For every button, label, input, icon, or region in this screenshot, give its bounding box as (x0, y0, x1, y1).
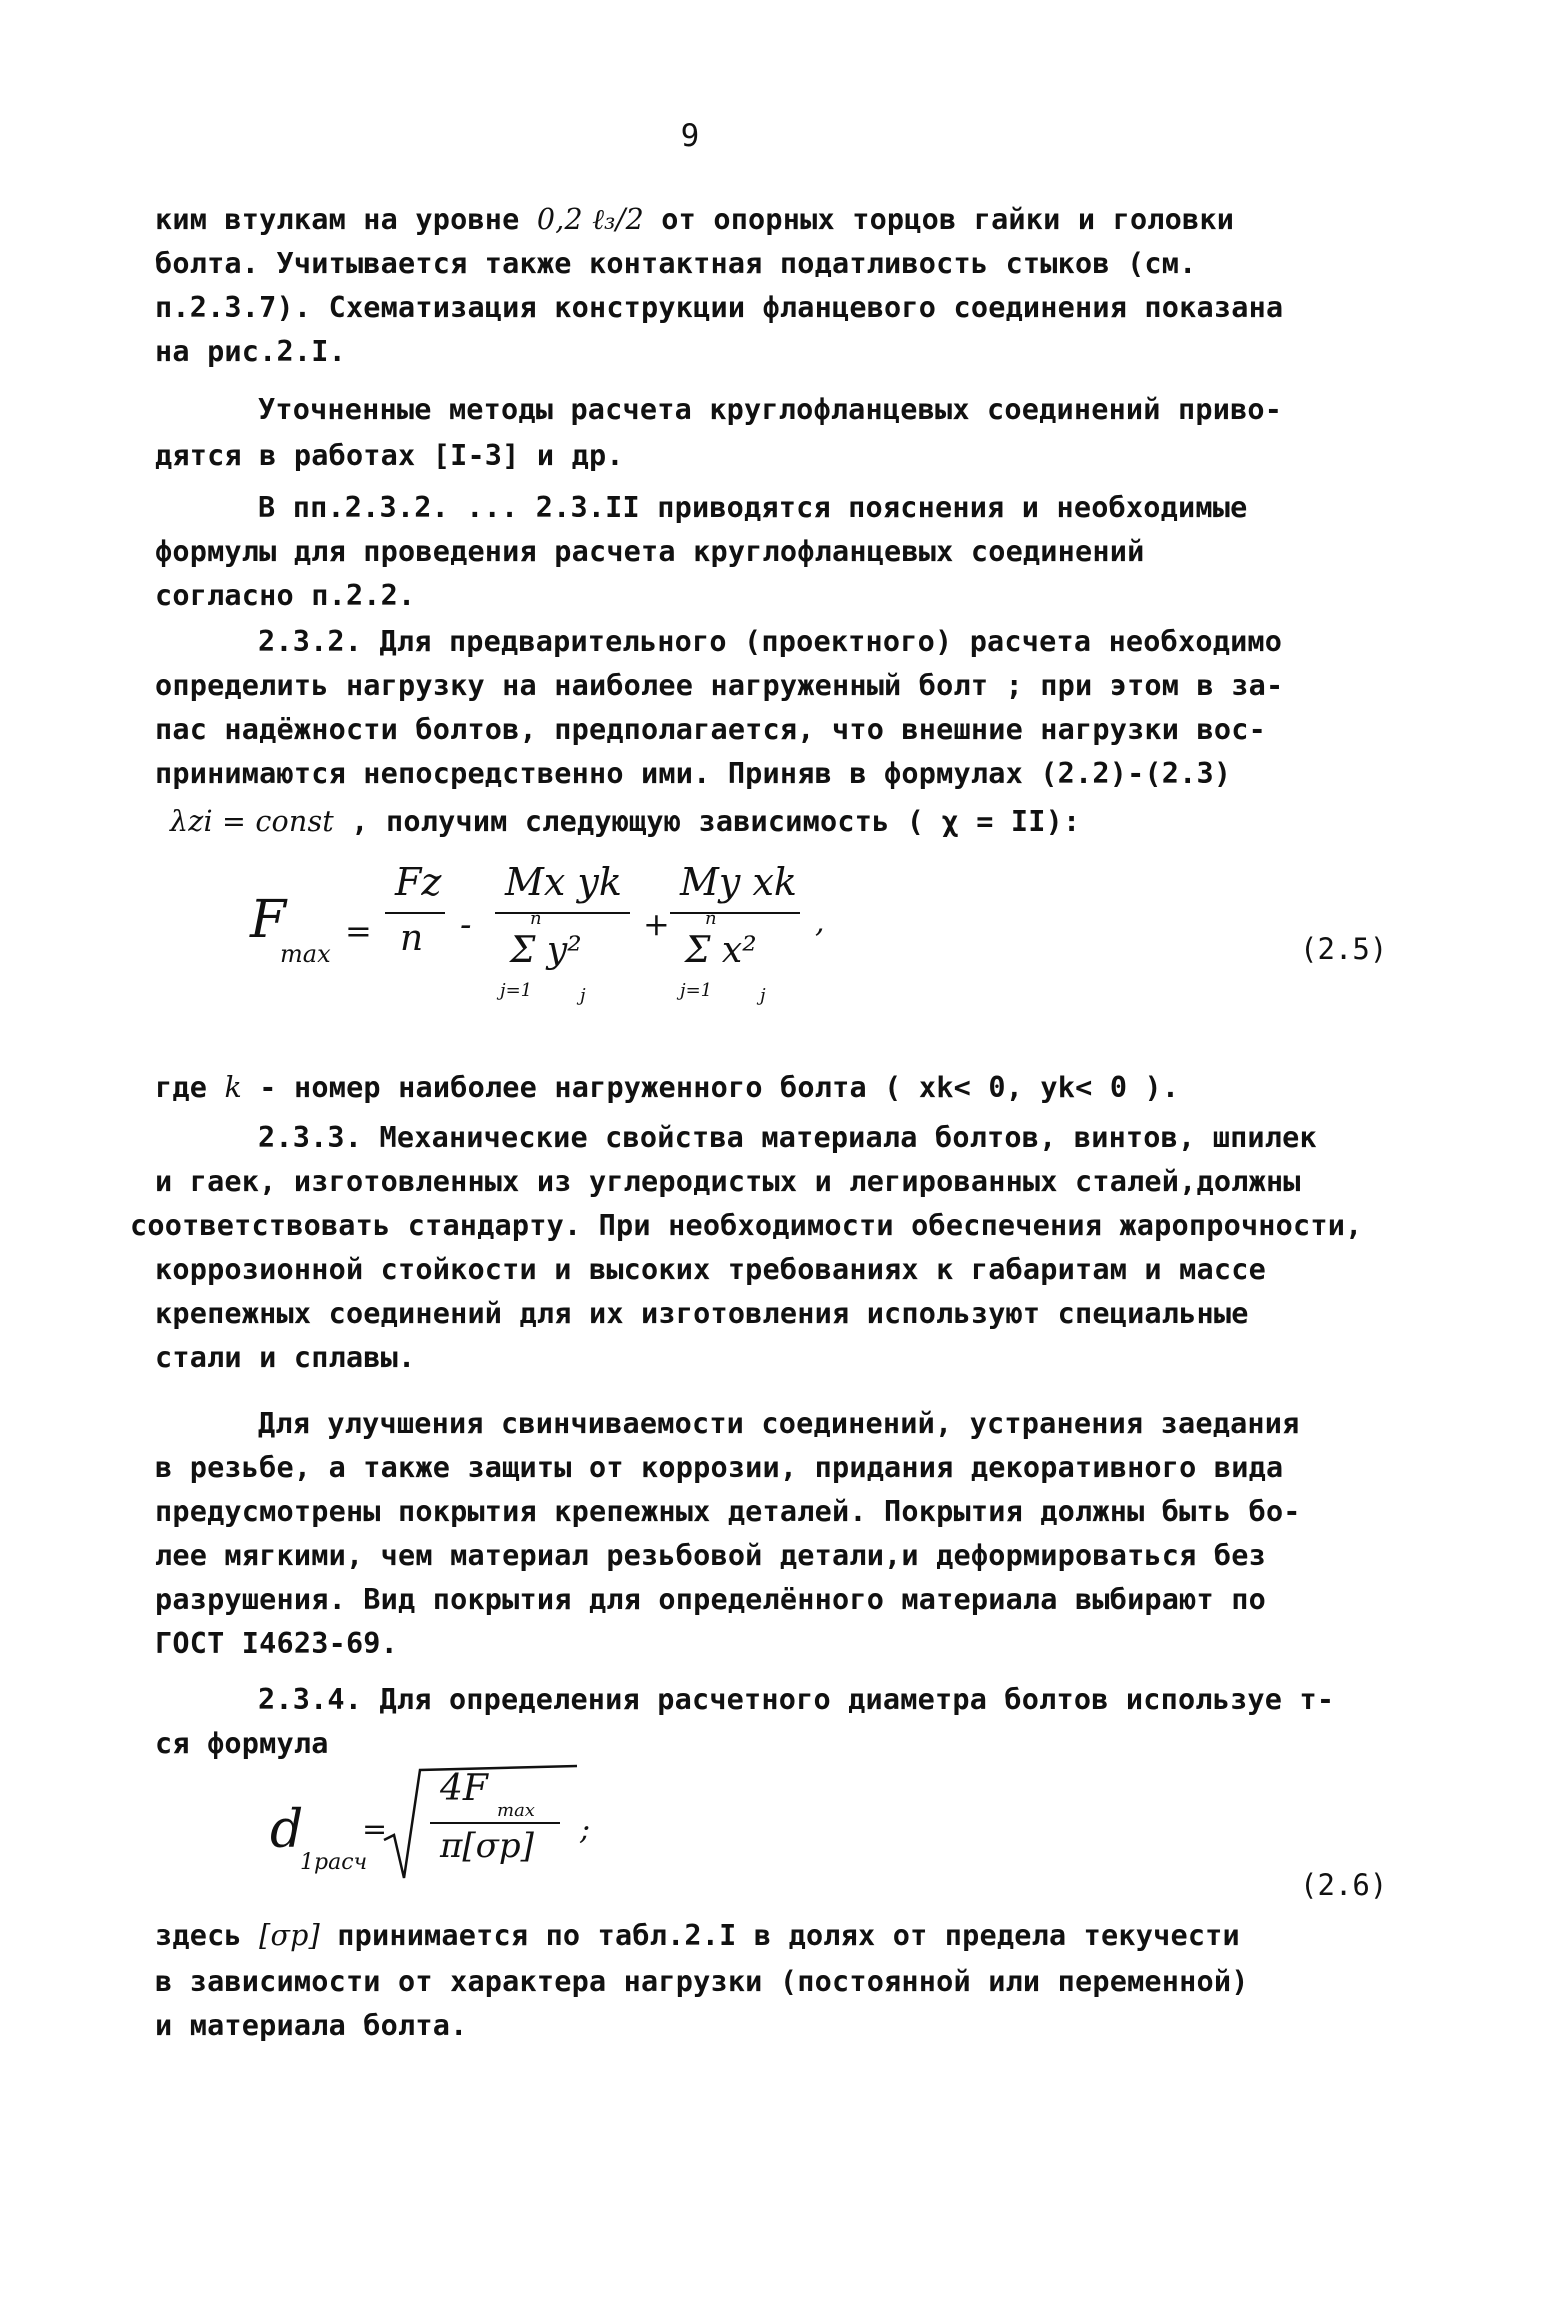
text-line: разрушения. Вид покрытия для определённого материала выбирают по (155, 1583, 1266, 1616)
text-line: дятся в работах [I-3] и др. (155, 439, 624, 472)
text-line: ким втулкам на уровне 0,2 ℓ₃/2 от опорных торцов гайки и головки (155, 203, 1235, 236)
fraction-bar (670, 912, 800, 914)
text-line: на рис.2.I. (155, 335, 346, 368)
text-line: где k - номер наиболее нагруженного болта ( xk< 0, yk< 0 ). (155, 1071, 1180, 1104)
page-number: 9 (680, 118, 700, 154)
text-line: 2.3.2. Для предварительного (проектного) расчета необходимо (258, 625, 1283, 658)
text-line: здесь [σp] принимается по табл.2.I в долях от предела текучести (155, 1919, 1240, 1952)
text-line: В пп.2.3.2. ... 2.3.II приводятся пояснения и необходимые (258, 491, 1248, 524)
text-line: 2.3.3. Механические свойства материала болтов, винтов, шпилек (258, 1121, 1317, 1154)
text-line: коррозионной стойкости и высоких требованиях к габаритам и массе (155, 1253, 1266, 1286)
text-line: Для улучшения свинчиваемости соединений, устранения заедания (258, 1407, 1300, 1440)
text-line: лее мягкими, чем материал резьбовой детали,и деформироваться без (155, 1539, 1266, 1572)
eq-t3-num: My xk (680, 860, 797, 904)
document-page: 9 ким втулкам на уровне 0,2 ℓ₃/2 от опорных торцов гайки и головки болта. Учитывается также контактная податливость стыков (см. п.2.3.7). Схематизация конструкции фланцевого соединения показана на рис.2.I. Уточненные методы расчета круглофланцевых соединений приво- дятся в работах [I-3] и др. В пп.2.3.2. ... 2.3.II приводятся пояснения и необходимые формулы для проведения расчета круглофланцевых соединений согласно п.2.2. 2.3.2. Для предварительного (проектного) расчета необходимо определить нагрузку на наиболее нагруженный болт ; при этом в за- пас надёжности болтов, предполагается, что внешние нагрузки вос- принимаются непосредственно ими. Приняв в формулах (2.2)-(2.3) λzi = const , получим следующую зависимость ( χ = II): F max = Fz n - Mx yk n Σ y² j=1 j + My xk n Σ x² j=1 j , (2.5) где k - номер наиболее нагруженного болта ( xk< 0, yk< 0 ). 2.3.3. Механические свойства материала болтов, винтов, шпилек и гаек, изготовленных из углеродистых и легированных сталей,должны соответствовать стандарту. При необходимости обеспечения жаропрочности, коррозионной стойкости и высоких требованиях к габаритам и массе крепежных соединений для их изготовления используют специальные стали и сплавы. Для улучшения свинчиваемости соединений, устранения заедания в резьбе, а также защиты от коррозии, придания декоративного вида предусмотрены покрытия крепежных деталей. Покрытия должны быть бо- лее мягкими, чем материал резьбовой детали,и деформироваться без разрушения. Вид покрытия для определённого материала выбирают по ГОСТ I4623-69. 2.3.4. Для определения расчетного диаметра болтов используе т- ся формула d 1расч = 4F max π[σp] ; (2.6) здесь [σp] принимается по табл.2.I в долях от предела текучести в зависимости от характера нагрузки (постоянной или переменной) и материала болта. (0, 0, 1543, 2315)
fraction-bar (385, 912, 445, 914)
text-line: в зависимости от характера нагрузки (постоянной или переменной) (155, 1965, 1249, 1998)
fraction-bar (430, 1822, 560, 1824)
eq-lhs-sub: max (280, 940, 331, 968)
text-line: определить нагрузку на наиболее нагруженный болт ; при этом в за- (155, 669, 1284, 702)
eq-num: 4F (440, 1768, 488, 1809)
text-line: в резьбе, а также защиты от коррозии, придания декоративного вида (155, 1451, 1284, 1484)
eq-t1-den: n (400, 918, 424, 959)
text-line: 2.3.4. Для определения расчетного диаметра болтов используе т- (258, 1683, 1335, 1716)
text-line: λzi = const , получим следующую зависимость ( χ = II): (170, 805, 1081, 838)
text-line: крепежных соединений для их изготовления используют специальные (155, 1297, 1249, 1330)
eq-t2-den: Σ y² (510, 930, 582, 971)
text-line: соответствовать стандарту. При необходимости обеспечения жаропрочности, (130, 1209, 1363, 1242)
eq-lhs: F (250, 890, 287, 950)
eq-lhs: d (270, 1800, 304, 1860)
eq-t1-num: Fz (395, 860, 442, 904)
text-line: п.2.3.7). Схематизация конструкции фланцевого соединения показана (155, 291, 1284, 324)
eq-den: π[σp] (440, 1826, 534, 1866)
eq-t2-num: Mx yk (505, 860, 622, 904)
text-line: стали и сплавы. (155, 1341, 416, 1374)
text-line: и материала болта. (155, 2009, 468, 2042)
text-line: предусмотрены покрытия крепежных деталей. Покрытия должны быть бо- (155, 1495, 1301, 1528)
equation-number: (2.6) (1300, 1868, 1388, 1902)
text-line: пас надёжности болтов, предполагается, что внешние нагрузки вос- (155, 713, 1266, 746)
text-line: болта. Учитывается также контактная податливость стыков (см. (155, 247, 1197, 280)
eq-t3-den: Σ x² (685, 930, 757, 971)
text-line: ся формула (155, 1727, 329, 1760)
text-line: Уточненные методы расчета круглофланцевых соединений приво- (258, 393, 1283, 426)
eq-lhs-sub: 1расч (300, 1850, 368, 1875)
text-line: и гаек, изготовленных из углеродистых и легированных сталей,должны (155, 1165, 1301, 1198)
text-line: согласно п.2.2. (155, 579, 416, 612)
text-line: принимаются непосредственно ими. Приняв в формулах (2.2)-(2.3) (155, 757, 1232, 790)
equation-number: (2.5) (1300, 932, 1388, 966)
text-line: ГОСТ I4623-69. (155, 1627, 399, 1660)
text-line: формулы для проведения расчета круглофланцевых соединений (155, 535, 1145, 568)
fraction-bar (495, 912, 630, 914)
